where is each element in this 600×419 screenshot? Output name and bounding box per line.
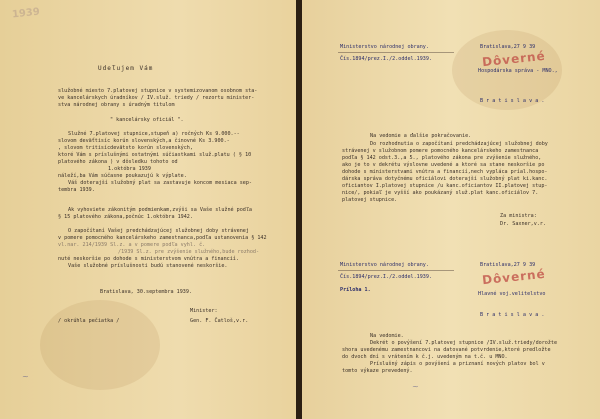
- advance-line-1: Ak vyhoviete zákonitým podmienkam,zvýši sa Vaše služné podľa: [68, 207, 253, 213]
- block1-text-3: podľa § 142 odst.3.,a 5., platového zákona pre zvýšenie služného,: [342, 155, 542, 161]
- advance-line-2: § 15 platového zákona,počnúc 1.októbra 1942.: [58, 214, 193, 220]
- block1-text-1: Do rozhodnutia o započítaní predchádzajúcej služobnej doby: [370, 141, 548, 147]
- salary-line-8: Váš doterajší služobný plat sa zastavuje koncom mesiaca sep-: [68, 180, 253, 186]
- city-2: B r a t i s l a v a .: [480, 312, 545, 318]
- block1-text-0: Na vedomie a ďalšie pokračovanie.: [370, 133, 472, 139]
- margin-signature: ~: [22, 372, 29, 381]
- confidential-stamp-2: Dôverné: [481, 266, 547, 288]
- service-line-2: v pomere pomocného kancelárskeho zamestnanca,podľa ustanovenia § 142: [58, 235, 267, 241]
- service-line-4: /1939 Sl.z. pre zvýšenie služného,bude rozhod-: [118, 249, 260, 255]
- underline: [338, 52, 454, 53]
- salary-line-2: slovom deväťtisíc korún slovenských,a činovné Ks 3.900.-: [58, 138, 230, 144]
- attachment-label: Príloha 1.: [340, 287, 371, 293]
- minister-name: Gen. F. Čatloš,v.r.: [190, 318, 249, 324]
- salary-line-5: platového zákona ) v dôsledku tohoto od: [58, 159, 178, 165]
- block1-text-7: oficiantov I.platovej stupnice /u kanc.oficiantov II.platovej stup-: [342, 183, 548, 189]
- official-title: " kancelársky oficiál ".: [110, 117, 184, 123]
- date-2: Bratislava,27 9 39: [480, 262, 536, 268]
- reference-1: Čís.1894/prez.I./2.oddel.1939.: [340, 56, 433, 62]
- left-page: [0, 0, 298, 419]
- decree-heading: Udeľujem Vám: [98, 65, 154, 72]
- block2-text-0: Na vedomie.: [370, 333, 404, 339]
- block1-text-6: dárska správa dotyčnému oficiálovi doterajší služobný plat ki.kanc.: [342, 176, 548, 182]
- block1-minister-label: Za ministra:: [500, 213, 537, 219]
- minister-label: Minister:: [190, 308, 218, 314]
- block1-text-4: ako je to v dekrétu výslovne uvedené a ktoré sa stane neskoršie po: [342, 162, 545, 168]
- salary-line-7: náleží,ba Vám súčasne poukazujú k výplate.: [58, 173, 187, 179]
- city-1: B r a t i s l a v a .: [480, 98, 545, 104]
- date-1: Bratislava,27 9 39: [480, 44, 536, 50]
- handwritten-mark: ~: [412, 382, 419, 391]
- block1-text-5: dohode s ministerstvami vnútra a financií,nech vypláca príal.hospo-: [342, 169, 548, 175]
- addressee-2: Hlavné voj.velitelstvo: [478, 291, 546, 297]
- block2-text-2: shora uvedenému zamestnancovi na datované potvrdenie,ktoré predložte: [342, 347, 551, 353]
- block1-minister-name: Dr. Saxner,v.r.: [500, 221, 547, 227]
- service-line-5: nuté neskoršie po dohode s ministerstvom vnútra a financií.: [58, 256, 239, 262]
- signing-date: Bratislava, 30.septembra 1939.: [100, 289, 193, 295]
- salary-line-4: ktoré Vám s príslušnými ostatnými súčiastkami služ.platu ( § 10: [58, 152, 252, 158]
- block1-text-8: nice/, pokiaľ je vyšší ako poukázaný služ.plat kanc.oficiálov 7.: [342, 190, 539, 196]
- ministry-header-2: Ministerstvo národnej obrany.: [340, 262, 429, 268]
- salary-line-9: tembra 1939.: [58, 187, 95, 193]
- salary-line-3: , slovom tritisícdevätsto korún slovenských,: [58, 145, 193, 151]
- intro-line-2: ve kancelárskych úradníkov / IV.služ. triedy / rezortu minister-: [58, 95, 255, 101]
- intro-line-3: stva národnej obrany s úradným titulom: [58, 102, 175, 108]
- service-line-1: O započítaní Vašej predchádzajúcej služobnej doby strávenej: [68, 228, 249, 234]
- intro-line-1: služobné miesto 7.platovej stupnice v systemizovanom osobnom sta-: [58, 88, 258, 94]
- block2-text-4: Príslušný zápis o povýšení a priznaní nových platov bol v: [370, 361, 545, 367]
- salary-line-6: 1.októbra 1939: [108, 166, 151, 172]
- paper-stain: [40, 300, 160, 390]
- addressee-1: Hospodárska správa - MNO.,: [478, 68, 558, 74]
- block2-text-1: Dekrét o povýšení 7.platovej stupnice /IV.služ.triedy/dorožte: [370, 340, 558, 346]
- margin-stamp: 1939: [11, 6, 41, 21]
- block2-text-5: tomto výkaze prevedený.: [342, 368, 413, 374]
- right-page: [302, 0, 600, 419]
- block1-text-9: platovej stupnice.: [342, 197, 398, 203]
- service-line-6: Vaše služobné príslušnosti budú stanovené neskoršie.: [68, 263, 228, 269]
- reference-2: Čís.1894/prez.I./2.oddel.1939.: [340, 274, 433, 280]
- service-line-3: vl.nar. 214/1939 Sl.z. a v pomere podľa vyhl. č.: [58, 242, 206, 248]
- confidential-stamp-1: Dôverné: [481, 48, 547, 70]
- salary-line-1: Služné 7.platovej stupnice,stupeň a) ročných Ks 9.000.--: [68, 131, 240, 137]
- ministry-header-1: Ministerstvo národnej obrany.: [340, 44, 429, 50]
- underline: [338, 270, 454, 271]
- block1-text-2: strávenej v služobnom pomere pomocného kancelárskeho zamestnanca: [342, 148, 539, 154]
- block2-text-3: do dvoch dní s vrátením k č.j. uvedeným na t.č. u MNO.: [342, 354, 508, 360]
- seal-label: / okrúhla pečiatka /: [58, 318, 120, 324]
